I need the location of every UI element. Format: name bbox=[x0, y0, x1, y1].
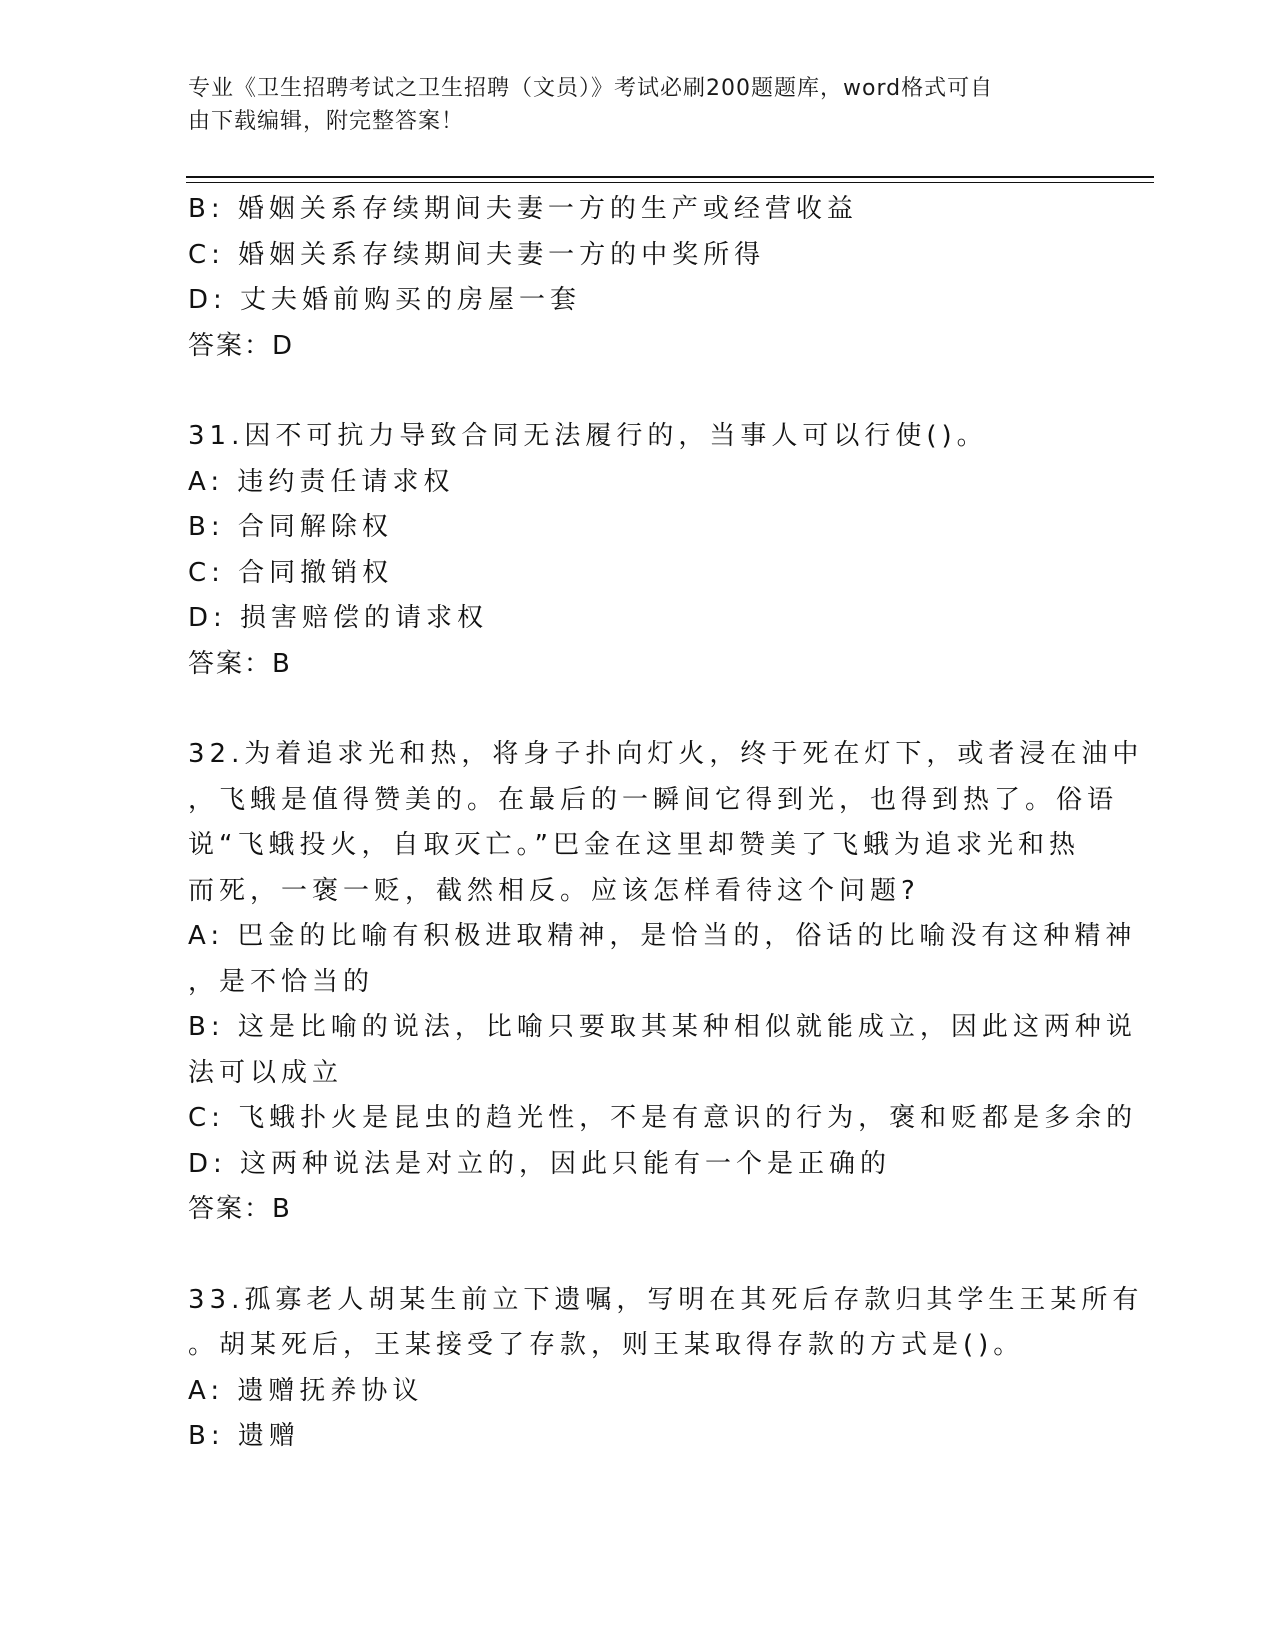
question-stem: 说“飞蛾投火，自取灭亡。”巴金在这里却赞美了飞蛾为追求光和热 bbox=[188, 830, 1080, 860]
question-32 bbox=[188, 732, 1144, 1233]
answer: 答案：B bbox=[188, 648, 292, 679]
option-d: D: 损害赔偿的请求权 bbox=[188, 603, 489, 633]
answer: 答案：B bbox=[188, 1194, 292, 1224]
question-stem: 32.为着追求光和热，将身子扑向灯火，终于死在灯下，或者浸在油中 bbox=[188, 739, 1144, 769]
option-b: B: 合同解除权 bbox=[188, 512, 393, 542]
option-a: A: 违约责任请求权 bbox=[188, 466, 455, 497]
option-b: B: 这是比喻的说法，比喻只要取其某种相似就能成立，因此这两种说 bbox=[188, 1012, 1137, 1042]
question-31 bbox=[188, 414, 1088, 687]
question-stem: 。胡某死后，王某接受了存款，则王某取得存款的方式是()。 bbox=[188, 1330, 1025, 1360]
option-d: D: 这两种说法是对立的，因此只能有一个是正确的 bbox=[188, 1148, 892, 1179]
option-c: C: 合同撤销权 bbox=[188, 557, 394, 588]
option-d: D: 丈夫婚前购买的房屋一套 bbox=[188, 285, 582, 315]
question-stem: 33.孤寡老人胡某生前立下遗嘱，写明在其死后存款归其学生王某所有 bbox=[188, 1284, 1144, 1315]
question-continued bbox=[188, 187, 1088, 369]
question-stem: 31.因不可抗力导致合同无法履行的，当事人可以行使()。 bbox=[188, 421, 988, 451]
option-c: C: 飞蛾扑火是昆虫的趋光性，不是有意识的行为，褒和贬都是多余的 bbox=[188, 1103, 1138, 1133]
option-b: B: 婚姻关系存续期间夫妻一方的生产或经营收益 bbox=[188, 194, 858, 224]
option-a: ，是不恰当的 bbox=[188, 966, 375, 997]
header-rule-thin bbox=[186, 182, 1154, 183]
document-header bbox=[188, 72, 1068, 138]
question-33 bbox=[188, 1278, 1144, 1460]
option-b: B: 遗赠 bbox=[188, 1421, 300, 1451]
document-body bbox=[188, 187, 1144, 1460]
header-line-1: 专业《卫生招聘考试之卫生招聘（文员）》考试必刷200题题库，word格式可自 bbox=[188, 76, 994, 101]
option-b: 法可以成立 bbox=[188, 1057, 344, 1088]
option-a: A: 遗赠抚养协议 bbox=[188, 1375, 424, 1406]
question-stem: 而死，一褒一贬，截然相反。应该怎样看待这个问题? bbox=[188, 875, 920, 906]
question-stem: ，飞蛾是值得赞美的。在最后的一瞬间它得到光，也得到热了。俗语 bbox=[188, 784, 1119, 815]
header-line-2: 由下载编辑，附完整答案！ bbox=[188, 109, 465, 134]
option-c: C: 婚姻关系存续期间夫妻一方的中奖所得 bbox=[188, 239, 766, 270]
option-a: A: 巴金的比喻有积极进取精神，是恰当的，俗话的比喻没有这种精神 bbox=[188, 921, 1137, 951]
answer: 答案：D bbox=[188, 330, 295, 361]
header-rule-thick bbox=[186, 176, 1154, 178]
